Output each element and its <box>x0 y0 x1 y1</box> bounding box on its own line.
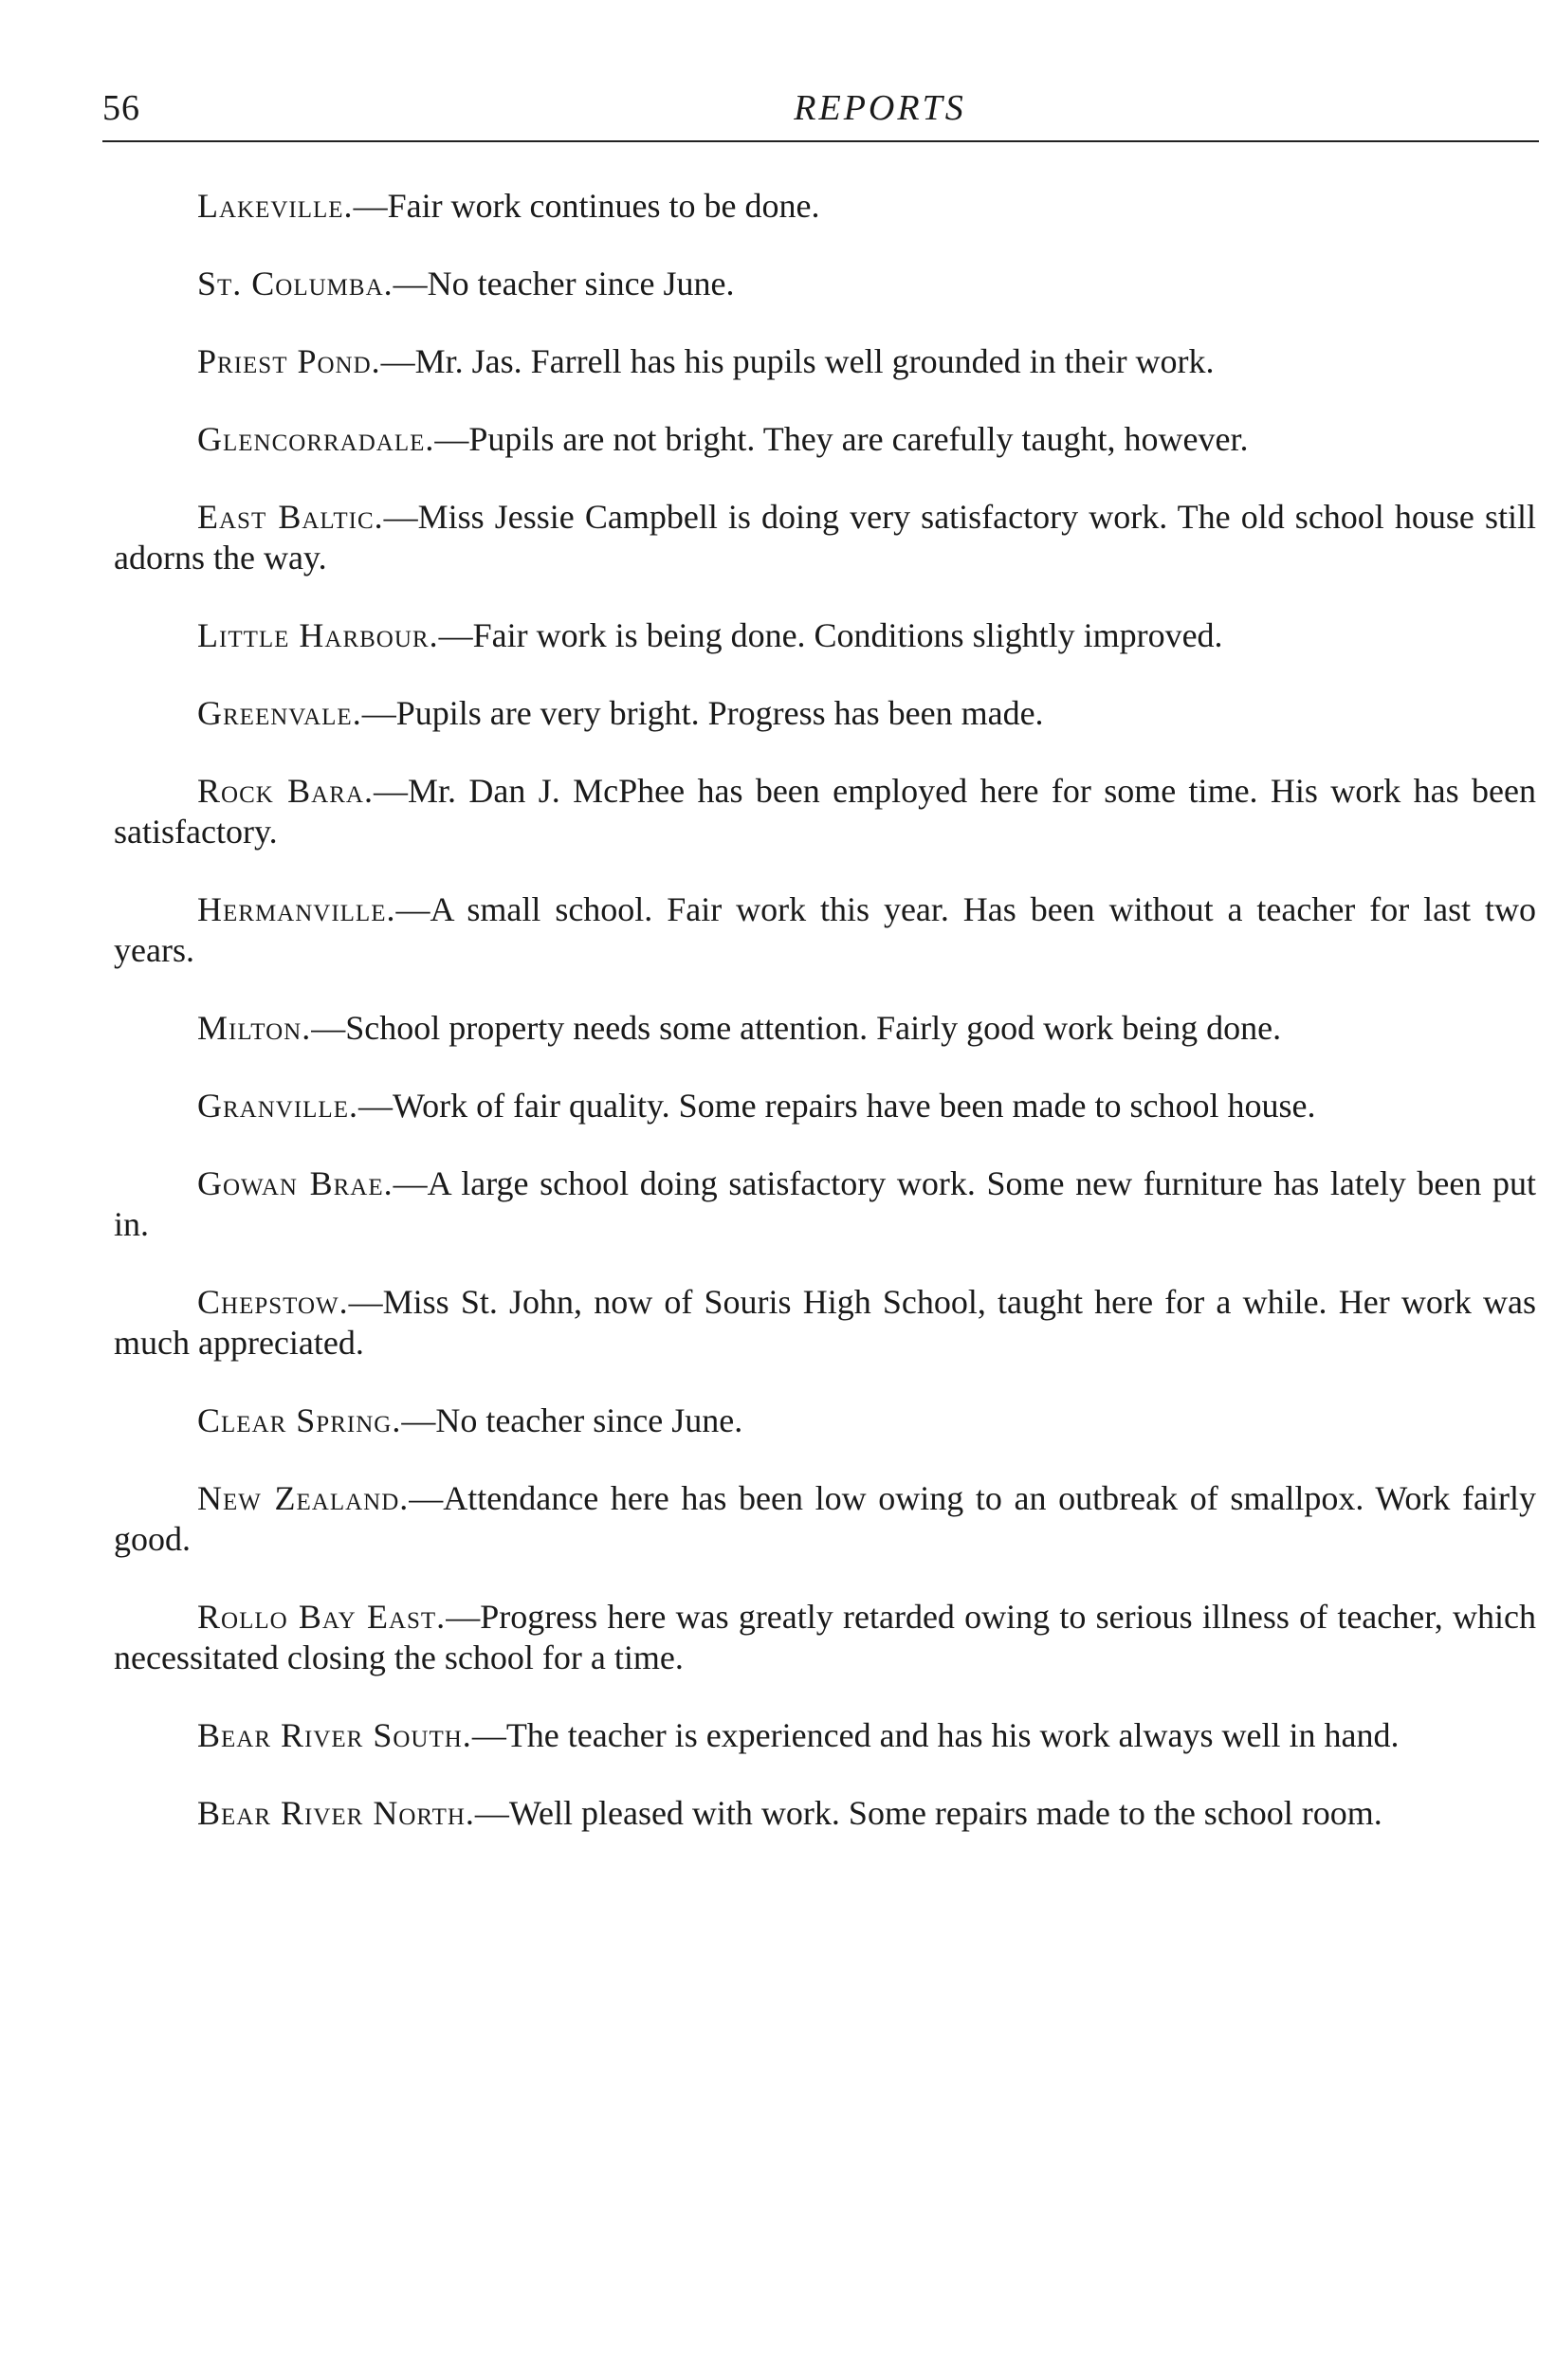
report-entry-bear-river-south <box>114 1715 1536 1756</box>
report-text: —Pupils are very bright. Progress has been made. <box>361 694 1044 732</box>
school-name: Little Harbour. <box>197 616 439 654</box>
school-name: New Zealand. <box>197 1479 410 1517</box>
report-text: —Mr. Jas. Farrell has his pupils well grounded in their work. <box>380 342 1215 380</box>
school-name: St. Columba. <box>197 265 394 302</box>
school-name: Rollo Bay East. <box>197 1598 447 1636</box>
report-text: —Progress here was greatly retarded owing to serious illness of teacher, which necessitated closing the school for a time. <box>114 1598 1536 1676</box>
report-entry-clear-spring <box>114 1401 1536 1441</box>
school-name: Greenvale. <box>197 694 362 732</box>
page-header <box>102 87 1544 144</box>
report-entry-rock-bara <box>114 771 1536 852</box>
school-name: Gowan Brae. <box>197 1164 394 1202</box>
school-name: Chepstow. <box>197 1283 349 1321</box>
report-entry-hermanville <box>114 889 1536 971</box>
report-entry-new-zealand <box>114 1478 1536 1560</box>
school-name: Clear Spring. <box>197 1401 402 1439</box>
header-rule <box>102 140 1539 142</box>
report-text: —School property needs some attention. Fairly good work being done. <box>311 1009 1282 1047</box>
report-text: —No teacher since June. <box>393 265 735 302</box>
report-text: —Fair work is being done. Conditions slightly improved. <box>438 616 1223 654</box>
report-text: —Pupils are not bright. They are carefully taught, however. <box>434 420 1249 458</box>
report-entry-granville <box>114 1086 1536 1126</box>
school-reports-list <box>114 186 1536 1834</box>
school-name: Lakeville. <box>197 187 354 225</box>
report-entry-east-baltic <box>114 497 1536 578</box>
running-head: REPORTS <box>794 88 966 128</box>
school-name: Priest Pond. <box>197 342 381 380</box>
report-entry-little-harbour <box>114 615 1536 656</box>
report-entry-priest-pond <box>114 341 1536 382</box>
report-entry-gowan-brae <box>114 1163 1536 1245</box>
school-name: Hermanville. <box>197 890 396 928</box>
report-text: —Fair work continues to be done. <box>353 187 820 225</box>
report-text: —Attendance here has been low owing to an outbreak of smallpox. Work fairly good. <box>114 1479 1537 1558</box>
report-entry-chepstow <box>114 1282 1536 1364</box>
report-entry-greenvale <box>114 693 1536 734</box>
report-entry-glencorradale <box>114 419 1536 460</box>
report-text: —Mr. Dan J. McPhee has been employed here for some time. His work has been satisfactory. <box>114 772 1537 851</box>
report-text: —Well pleased with work. Some repairs made to the school room. <box>474 1794 1382 1832</box>
school-name: Bear River North. <box>197 1794 475 1832</box>
report-entry-milton <box>114 1008 1536 1049</box>
school-name: Milton. <box>197 1009 312 1047</box>
school-name: Bear River South. <box>197 1716 472 1754</box>
report-entry-rollo-bay-east <box>114 1597 1536 1678</box>
report-text: —Miss Jessie Campbell is doing very satisfactory work. The old school house still adorns the way. <box>114 498 1536 577</box>
report-entry-lakeville <box>114 186 1536 227</box>
page-number: 56 <box>102 88 140 128</box>
report-text: —A large school doing satisfactory work. Some new furniture has lately been put in. <box>114 1164 1536 1243</box>
school-name: East Baltic. <box>197 498 384 536</box>
school-name: Rock Bara. <box>197 772 374 810</box>
report-text: —Work of fair quality. Some repairs have been made to school house. <box>357 1087 1316 1125</box>
school-name: Glencorradale. <box>197 420 435 458</box>
report-entry-bear-river-north <box>114 1793 1536 1834</box>
report-text: —Miss St. John, now of Souris High School, taught here for a while. Her work was much appreciated. <box>114 1283 1536 1362</box>
report-text: —No teacher since June. <box>401 1401 743 1439</box>
report-entry-st-columba <box>114 264 1536 304</box>
report-text: —A small school. Fair work this year. Has been without a teacher for last two years. <box>114 890 1536 969</box>
report-text: —The teacher is experienced and has his work always well in hand. <box>471 1716 1400 1754</box>
school-name: Granville. <box>197 1087 358 1125</box>
